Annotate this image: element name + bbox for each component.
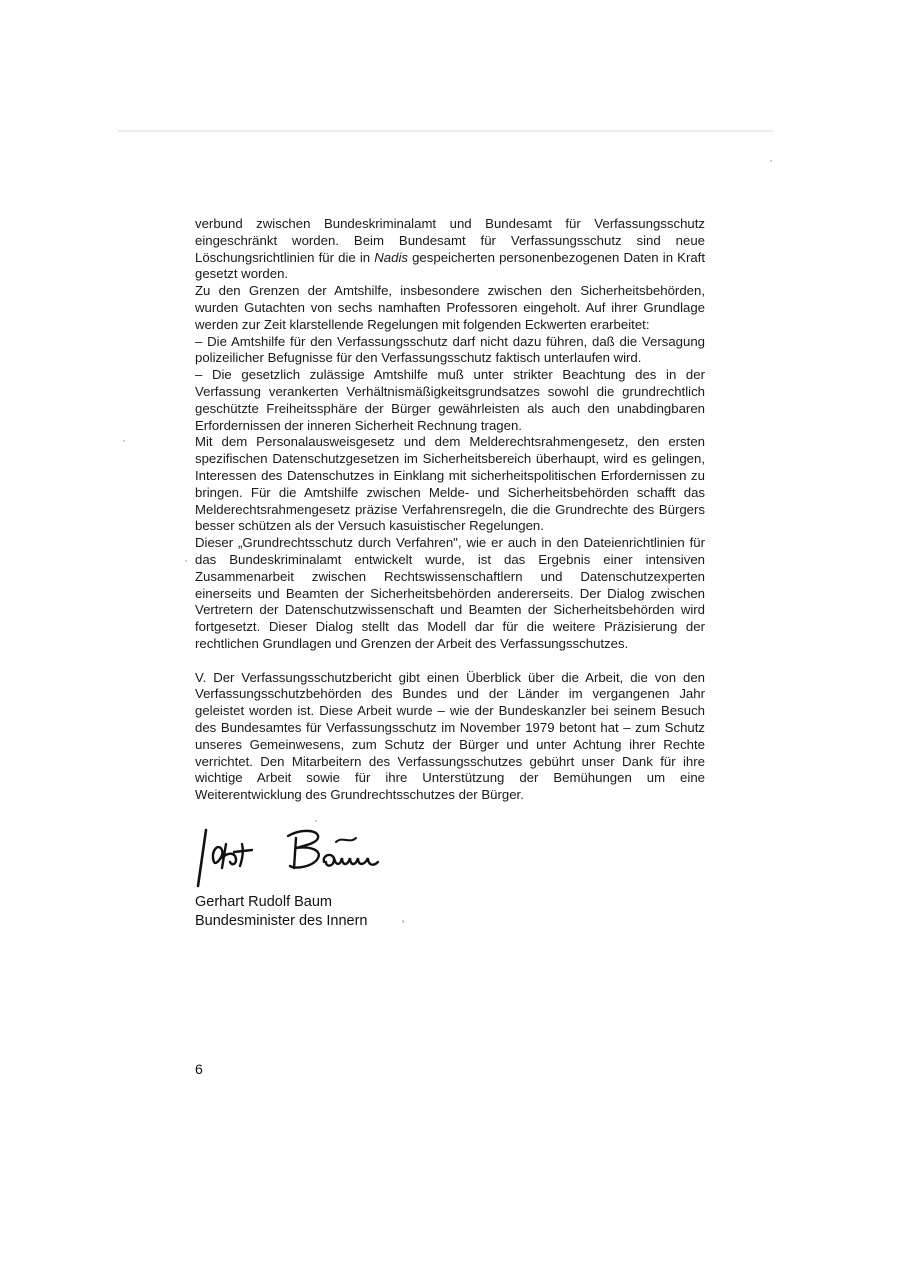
scan-speck (123, 440, 125, 442)
bullet-1: – Die Amtshilfe für den Verfassungsschutz darf nicht dazu führen, daß die Versagung polizeilicher Befugnisse für den Verfassungsschutz faktisch unterlaufen wird. (195, 333, 705, 366)
paragraph-2: Zu den Grenzen der Amtshilfe, insbesondere zwischen den Sicherheitsbehörden, wurden Gutachten von sechs namhaften Professoren eingeholt. Auf ihrer Grundlage werden zur Zeit klarstellende Regelungen mit folgenden Eckwerten erarbeitet: (195, 283, 705, 332)
scan-edge (118, 130, 773, 132)
scan-speck (402, 920, 404, 923)
nadis-term: Nadis (374, 249, 408, 265)
paragraph-section-v: V. Der Verfassungsschutzbericht gibt einen Überblick über die Arbeit, die von den Verfassungsschutzbehörden des Bundes und der Länder im vergangenen Jahr geleistet worden ist. Diese Arbeit wurde – wie der Bundeskanzler bei seinem Besuch des Bundesamtes für Verfassungsschutz im November 1979 betont hat – zum Schutz unseres Gemeinwesens, zum Schutz der Bürger und unter Achtung ihrer Rechte verrichtet. Den Mitarbeitern des Verfassungsschutzes gebührt unser Dank für ihre wichtige Arbeit sowie für ihre Unterstützung der Bemühungen um eine Weiterentwicklung des Grundrechtsschutzes der Bürger. (195, 669, 705, 803)
signatory-name: Gerhart Rudolf Baum (195, 894, 333, 910)
scan-speck (315, 820, 317, 822)
handwritten-signature (192, 822, 422, 892)
scan-speck (770, 160, 772, 162)
paragraph-4: Dieser „Grundrechtsschutz durch Verfahren", wie er auch in den Dateienrichtlinien für das Bundeskriminalamt entwickelt wurde, ist das Ergebnis einer intensiven Zusammenarbeit zwischen Rechtswissenschaftlern und Datenschutzexperten einerseits und Beamten der Sicherheitsbehörden andererseits. Der Dialog zwischen Vertretern der Datenschutzwissenschaft und Beamten der Sicherheitsbehörden wird fortgesetzt. Dieser Dialog stellt das Modell dar für die weitere Präzisierung der rechtlichen Grundlagen und Grenzen der Arbeit des Verfassungsschutzes. (195, 535, 705, 651)
paragraph-1-end: gespeicherten personenbezogenen Daten in Kraft gesetzt worden. (195, 249, 705, 282)
paragraph-3: Mit dem Personalausweisgesetz und dem Melderechtsrahmengesetz, den ersten spezifischen Datenschutzgesetzen im Sicherheitsbereich überhaupt, wird es gelingen, Interessen des Datenschutzes in Einklang mit sicherheitspolitischen Erfordernissen zu bringen. Für die Amtshilfe zwischen Melde- und Sicherheitsbehörden schafft das Melderechtsrahmengesetz präzise Verfahrensregeln, die die Grundrechte des Bürgers besser schützen als der Versuch kasuistischer Regelungen. (195, 434, 705, 534)
bullet-2: – Die gesetzlich zulässige Amtshilfe muß unter strikter Beachtung des in der Verfassung verankerten Verhältnismäßigkeitsgrundsatzes sowohl die grundrechtlich geschützte Freiheitssphäre der Bürger gewährleisten als auch den unabdingbaren Erfordernissen der inneren Sicherheit Rechnung tragen. (195, 367, 705, 433)
body-text (195, 216, 705, 804)
scan-speck (185, 560, 187, 562)
signatory-title: Bundesminister des Innern (195, 913, 368, 929)
paragraph-1 (195, 216, 705, 283)
paragraph-1-start: verbund zwischen Bundeskriminalamt und Bundesamt für Verfassungsschutz eingeschränkt worden. Beim Bundesamt für Verfassungsschutz sind neue Löschungsrichtlinien für die in (195, 216, 705, 265)
page-number: 6 (195, 1061, 203, 1077)
